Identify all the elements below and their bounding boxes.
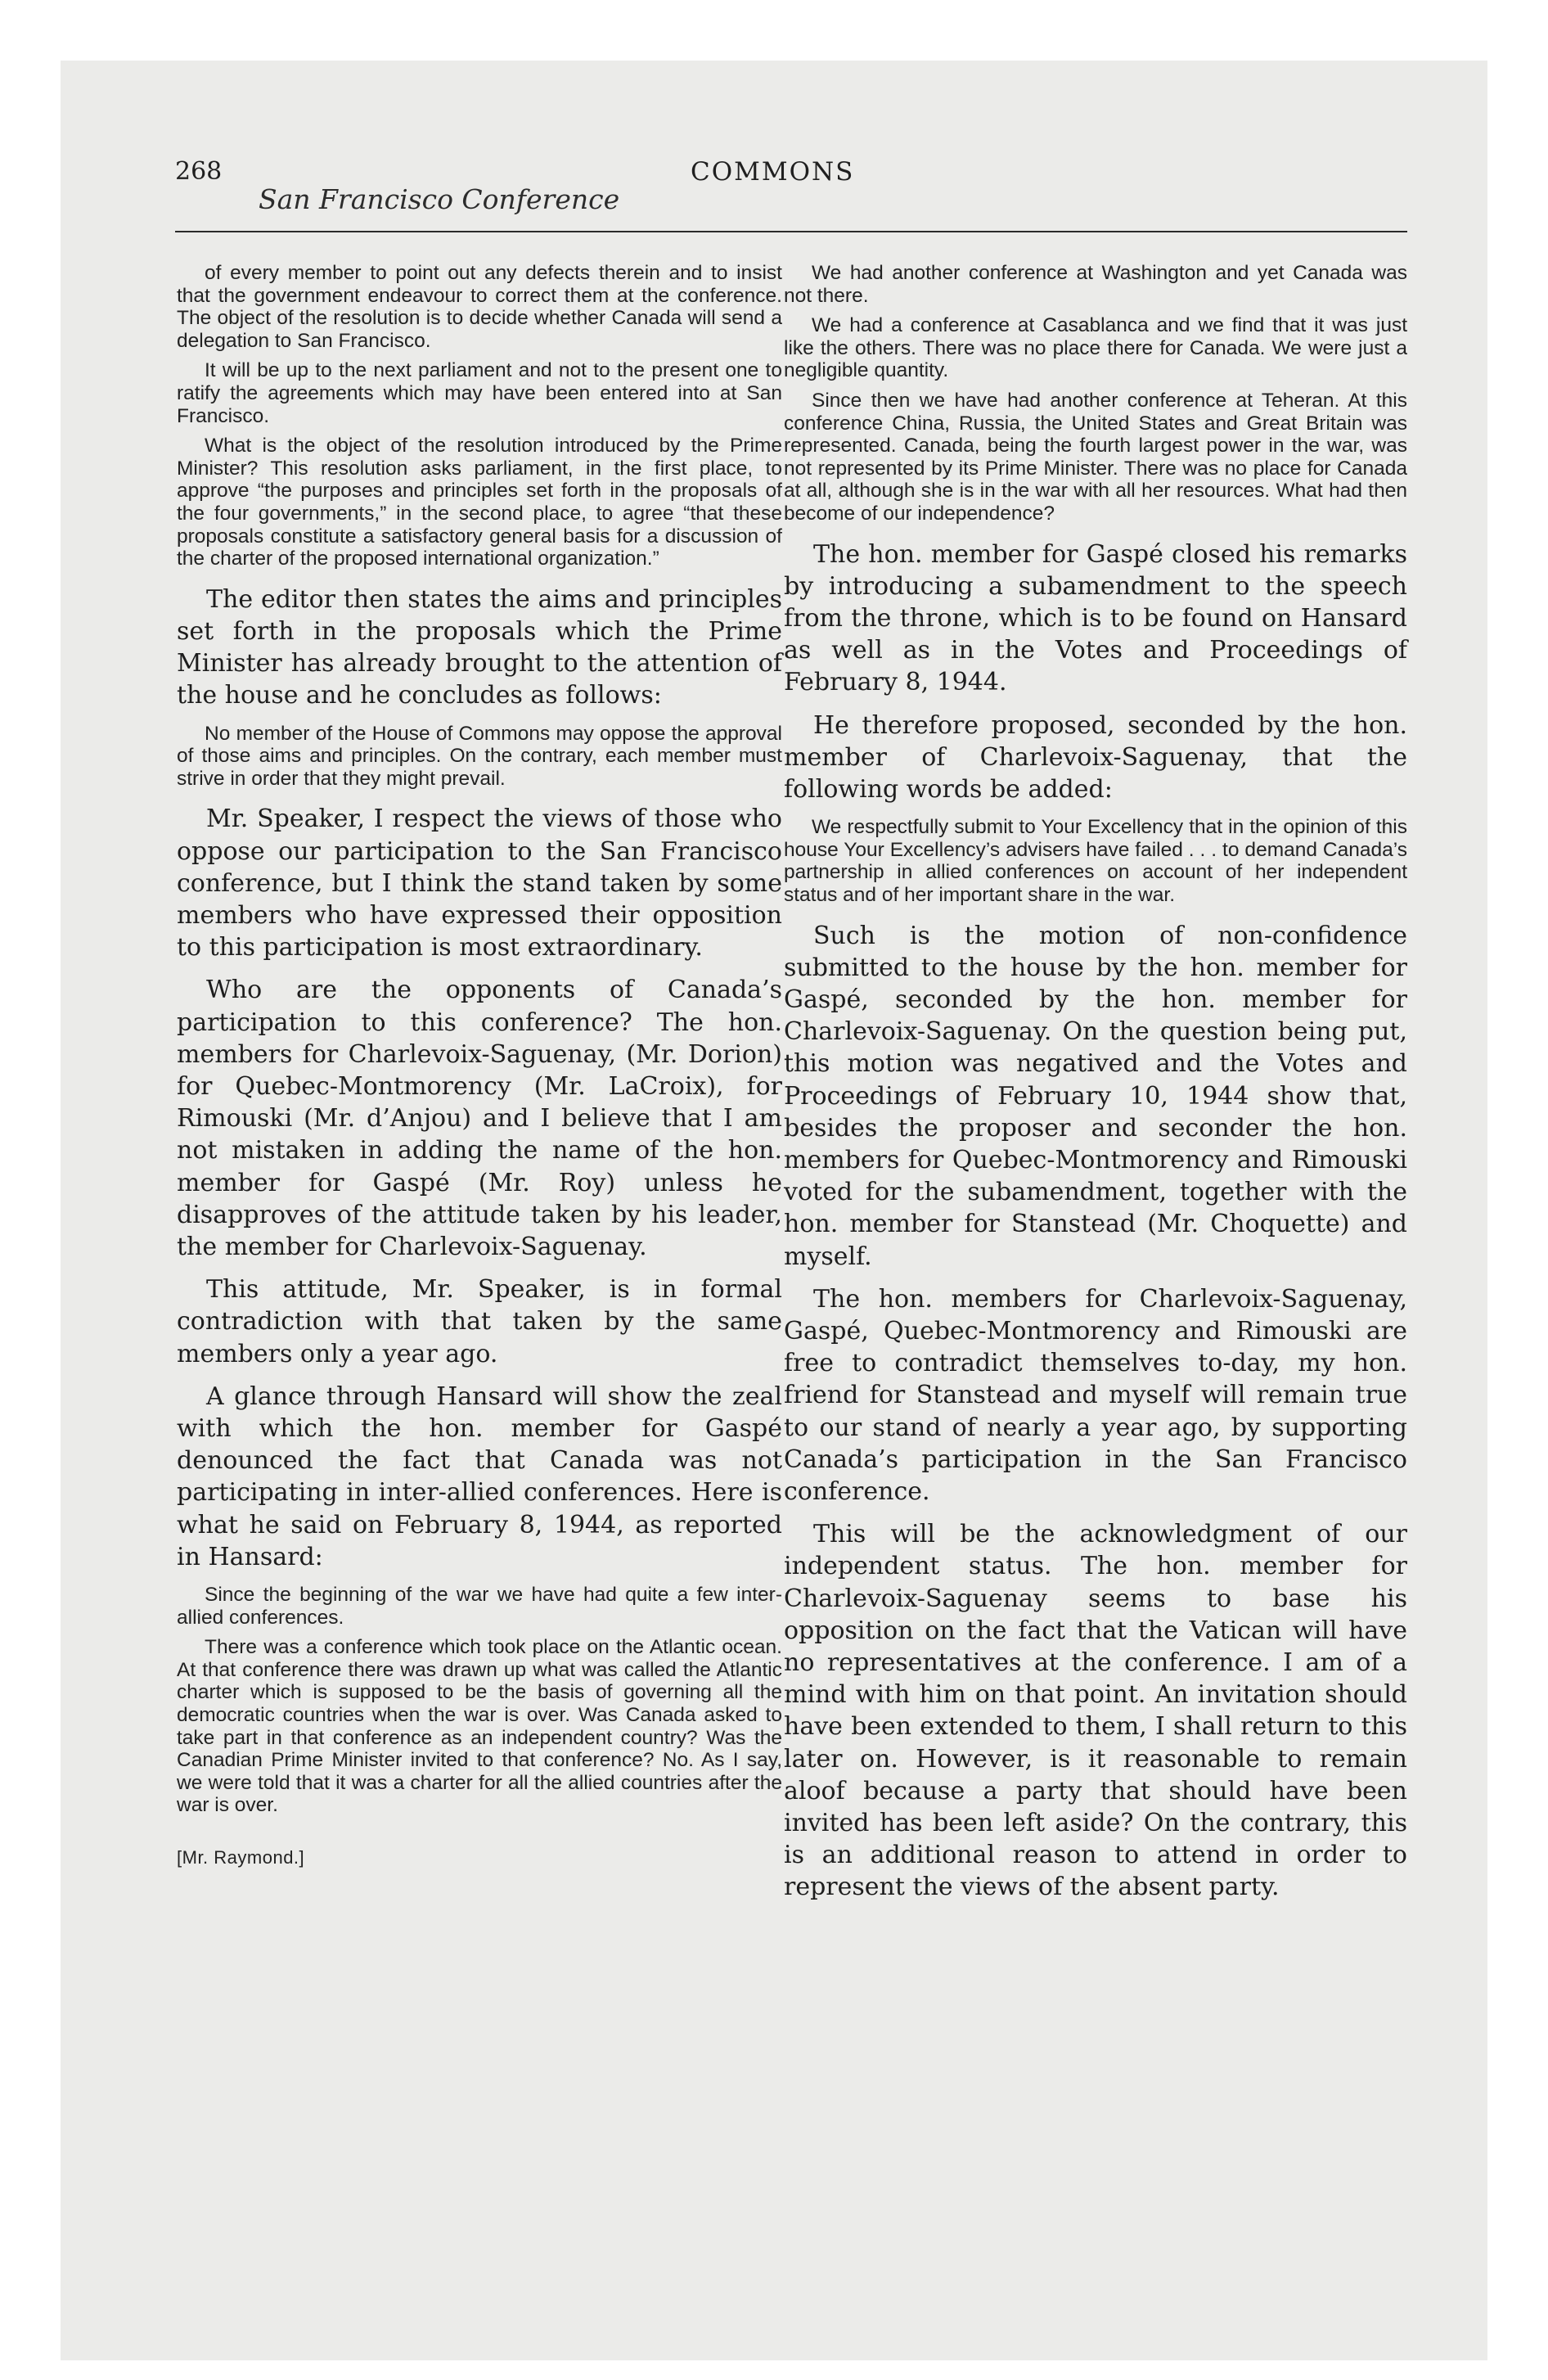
paragraph: What is the object of the resolution introduced by the Prime Minister? This resolution asks parliament, in the first place, to approve “the purposes and principles set forth in the proposals of the four governments,” in the second place, to agree “that these proposals constitute a satisfactory general basis for a discussion of the charter of the proposed international organization.” [177, 435, 782, 570]
left-column [177, 262, 782, 1877]
paragraph: Mr. Speaker, I respect the views of those who oppose our participation to the San Francisco conference, but I think the stand taken by some members who have expressed their opposition to this participation is most extraordinary. [177, 805, 782, 962]
right-column [784, 262, 1407, 1914]
paragraph: Such is the motion of non-confidence submitted to the house by the hon. member for Gaspé, seconded by the hon. member for Charlevoix-Saguenay. On the question being put, this motion was negatived and the Votes and Proceedings of February 10, 1944 show that, besides the proposer and seconder the hon. members for Quebec-Montmorency and Rimouski voted for the subamendment, together with the hon. member for Stanstead (Mr. Choquette) and myself. [784, 921, 1407, 1271]
paragraph: Who are the opponents of Canada’s participation to this conference? The hon. members for Charlevoix-Saguenay, (Mr. Dorion) for Quebec-Montmorency (Mr. LaCroix), for Rimouski (Mr. d’Anjou) and I believe that I am not mistaken in adding the name of the hon. member for Gaspé (Mr. Roy) unless he disapproves of the attitude taken by his leader, the member for Charlevoix-Saguenay. [177, 976, 782, 1261]
paragraph: The hon. members for Charlevoix-Saguenay, Gaspé, Quebec-Montmorency and Rimouski are free to contradict themselves to-day, my hon. friend for Stanstead and myself will remain true to our stand of nearly a year ago, by supporting Canada’s participation in the San Francisco conference. [784, 1284, 1407, 1506]
paragraph: A glance through Hansard will show the zeal with which the hon. member for Gaspé denounced the fact that Canada was not participating in inter-allied conferences. Here is what he said on February 8, 1944, as reported in Hansard: [177, 1382, 782, 1571]
page-header [61, 61, 1487, 241]
quoted-paragraph: We had another conference at Washington and yet Canada was not there. [784, 262, 1407, 307]
speaker-note: [Mr. Raymond.] [177, 1846, 305, 1868]
page-number: 268 [175, 157, 223, 186]
header-rule [175, 231, 1407, 232]
scanned-page [61, 61, 1487, 2360]
quoted-paragraph: No member of the House of Commons may oppose the approval of those aims and principles. On the contrary, each member must strive in order that they might prevail. [177, 722, 782, 790]
paragraph: This will be the acknowledgment of our independent status. The hon. member for Charlevoix-Saguenay seems to base his opposition on the fact that the Vatican will have no representatives at the conference. I am of a mind with him on that point. An invitation should have been extended to them, I shall return to this later on. However, is it reasonable to remain aloof because a party that should have been invited has been left aside? On the contrary, this is an additional reason to attend in order to represent the views of the absent party. [784, 1520, 1407, 1902]
quoted-paragraph: We respectfully submit to Your Excellency that in the opinion of this house Your Excellency’s advisers have failed . . . to demand Canada’s partnership in allied conferences on account of her independent status and of her important share in the war. [784, 816, 1407, 906]
quoted-paragraph: There was a conference which took place on the Atlantic ocean. At that conference there was drawn up what was called the Atlantic charter which is supposed to be the basis of governing all the democratic countries when the war is over. Was Canada asked to take part in that conference as an independent country? Was the Canadian Prime Minister invited to that conference? No. As I say, we were told that it was a charter for all the allied countries after the war is over. [177, 1636, 782, 1817]
paragraph: This attitude, Mr. Speaker, is in formal contradiction with that taken by the same members only a year ago. [177, 1275, 782, 1368]
quoted-paragraph: We had a conference at Casablanca and we find that it was just like the others. There was no place there for Canada. We were just a negligible quantity. [784, 314, 1407, 382]
quoted-paragraph: Since the beginning of the war we have had quite a few inter-allied conferences. [177, 1583, 782, 1629]
paragraph: of every member to point out any defects therein and to insist that the government endeavour to correct them at the conference. The object of the resolution is to decide whether Canada will send a delegation to San Francisco. [177, 262, 782, 352]
paragraph: He therefore proposed, seconded by the hon. member of Charlevoix-Saguenay, that the following words be added: [784, 710, 1407, 804]
paragraph: The hon. member for Gaspé closed his remarks by introducing a subamendment to the speech from the throne, which is to be found on Hansard as well as in the Votes and Proceedings of February 8, 1944. [784, 539, 1407, 697]
paragraph: It will be up to the next parliament and not to the present one to ratify the agreements which may have been entered into at San Francisco. [177, 359, 782, 427]
page-subtitle: San Francisco Conference [259, 183, 620, 215]
page-title: COMMONS [691, 157, 855, 187]
paragraph: The editor then states the aims and principles set forth in the proposals which the Prime Minister has already brought to the attention of the house and he concludes as follows: [177, 584, 782, 710]
quoted-paragraph: Since then we have had another conference at Teheran. At this conference China, Russia, the United States and Great Britain was represented. Canada, being the fourth largest power in the war, was not represented by its Prime Minister. There was no place for Canada at all, although she is in the war with all her resources. What had then become of our independence? [784, 389, 1407, 525]
